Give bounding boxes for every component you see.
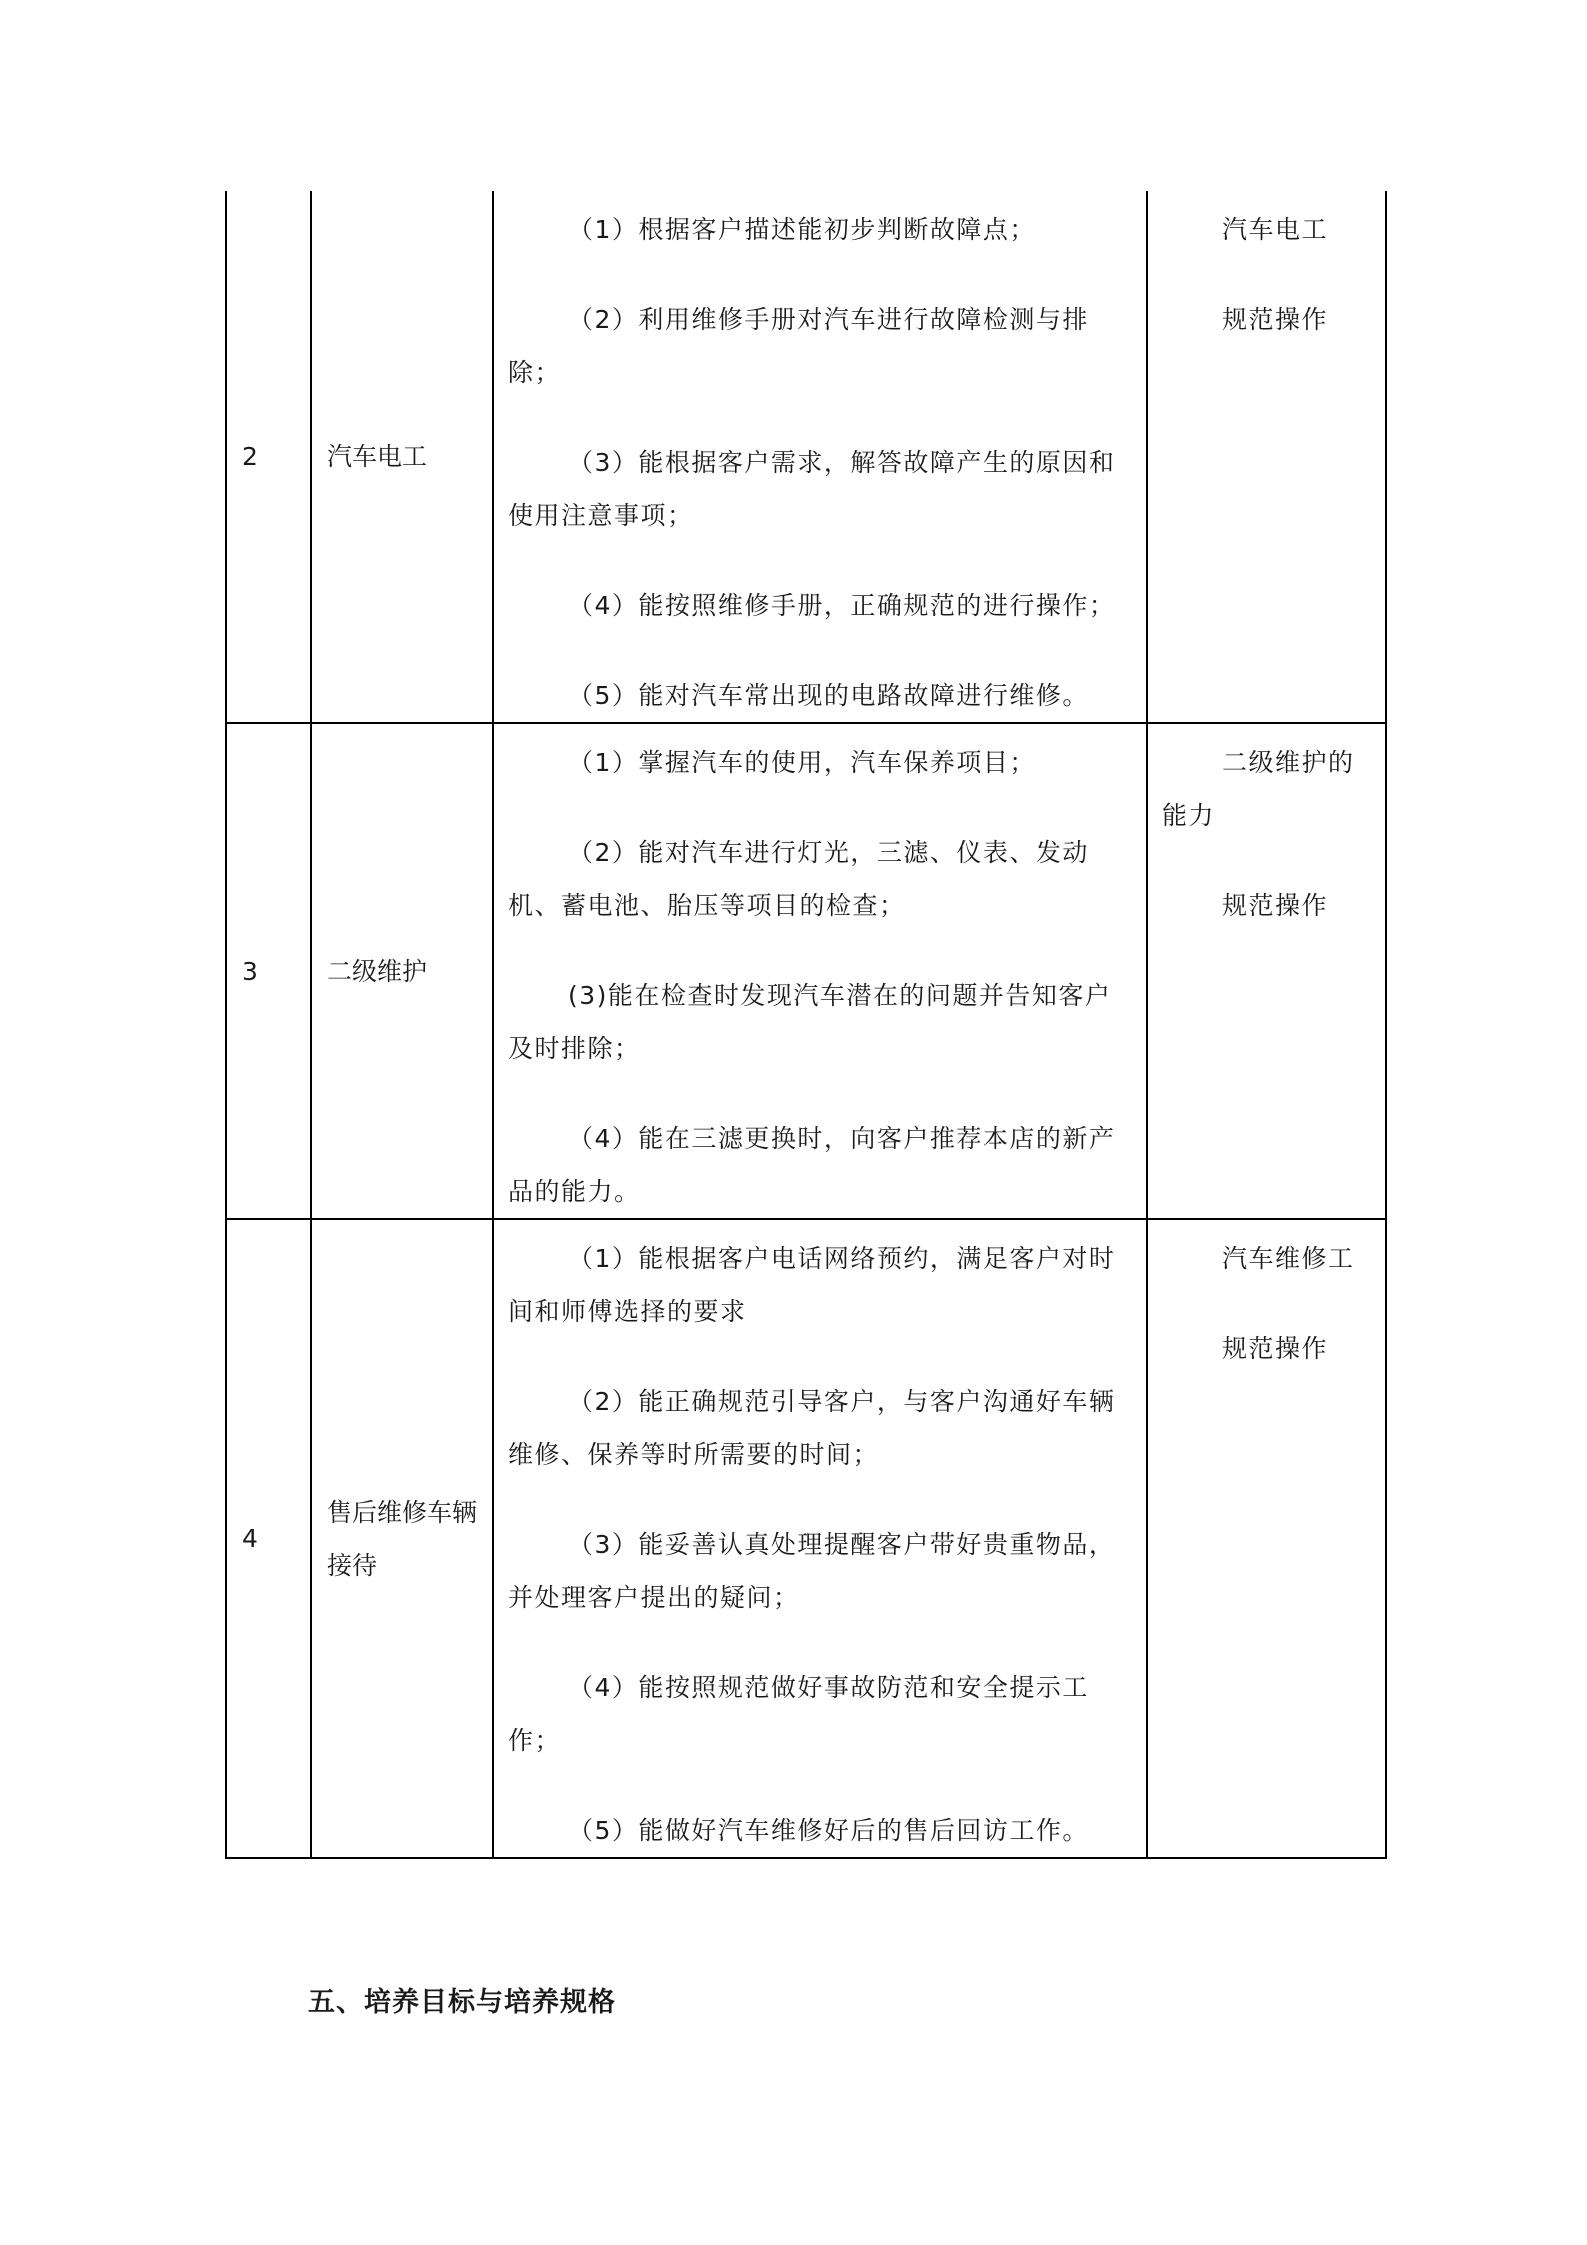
row-number: 4 — [226, 1219, 311, 1858]
ability-content — [493, 723, 1147, 1219]
ability-item: （2）能正确规范引导客户，与客户沟通好车辆维修、保养等时所需要的时间； — [508, 1387, 1116, 1469]
requirement-text: 规范操作 — [1222, 305, 1329, 334]
job-name: 汽车电工 — [311, 191, 493, 723]
requirement-text: 二级维护的能力 — [1162, 748, 1355, 830]
requirement-text: 汽车维修工 — [1222, 1244, 1355, 1273]
ability-content — [493, 191, 1147, 723]
requirement-cell — [1147, 723, 1386, 1219]
table-row — [226, 723, 1386, 1219]
ability-item: （3）能妥善认真处理提醒客户带好贵重物品，并处理客户提出的疑问； — [508, 1530, 1116, 1612]
job-ability-table — [225, 191, 1387, 1859]
job-name: 售后维修车辆接待 — [311, 1219, 493, 1858]
ability-item: （4）能按照规范做好事故防范和安全提示工作； — [508, 1673, 1089, 1755]
job-name: 二级维护 — [311, 723, 493, 1219]
ability-content — [493, 1219, 1147, 1858]
ability-item: （1）能根据客户电话网络预约，满足客户对时间和师傅选择的要求 — [508, 1244, 1116, 1326]
ability-item: （5）能对汽车常出现的电路故障进行维修。 — [568, 681, 1089, 710]
requirement-cell — [1147, 1219, 1386, 1858]
ability-item: （1）根据客户描述能初步判断故障点； — [568, 215, 1036, 244]
ability-item: （2）能对汽车进行灯光，三滤、仪表、发动机、蓄电池、胎压等项目的检查； — [508, 838, 1089, 920]
ability-item: (3)能在检查时发现汽车潜在的问题并告知客户及时排除； — [508, 981, 1112, 1063]
ability-item: （2）利用维修手册对汽车进行故障检测与排除； — [508, 305, 1089, 387]
ability-item: （1）掌握汽车的使用，汽车保养项目； — [568, 748, 1036, 777]
section-heading: 五、培养目标与培养规格 — [308, 1987, 616, 2018]
ability-item: （3）能根据客户需求，解答故障产生的原因和使用注意事项； — [508, 448, 1116, 530]
ability-item: （4）能在三滤更换时，向客户推荐本店的新产品的能力。 — [508, 1124, 1116, 1206]
requirement-text: 汽车电工 — [1222, 215, 1329, 244]
row-number: 3 — [226, 723, 311, 1219]
table-row — [226, 191, 1386, 723]
row-number: 2 — [226, 191, 311, 723]
ability-item: （4）能按照维修手册，正确规范的进行操作； — [568, 591, 1116, 620]
requirement-text: 规范操作 — [1222, 1334, 1329, 1363]
table-row — [226, 1219, 1386, 1858]
requirement-text: 规范操作 — [1222, 891, 1329, 920]
requirement-cell — [1147, 191, 1386, 723]
ability-item: （5）能做好汽车维修好后的售后回访工作。 — [568, 1816, 1089, 1845]
